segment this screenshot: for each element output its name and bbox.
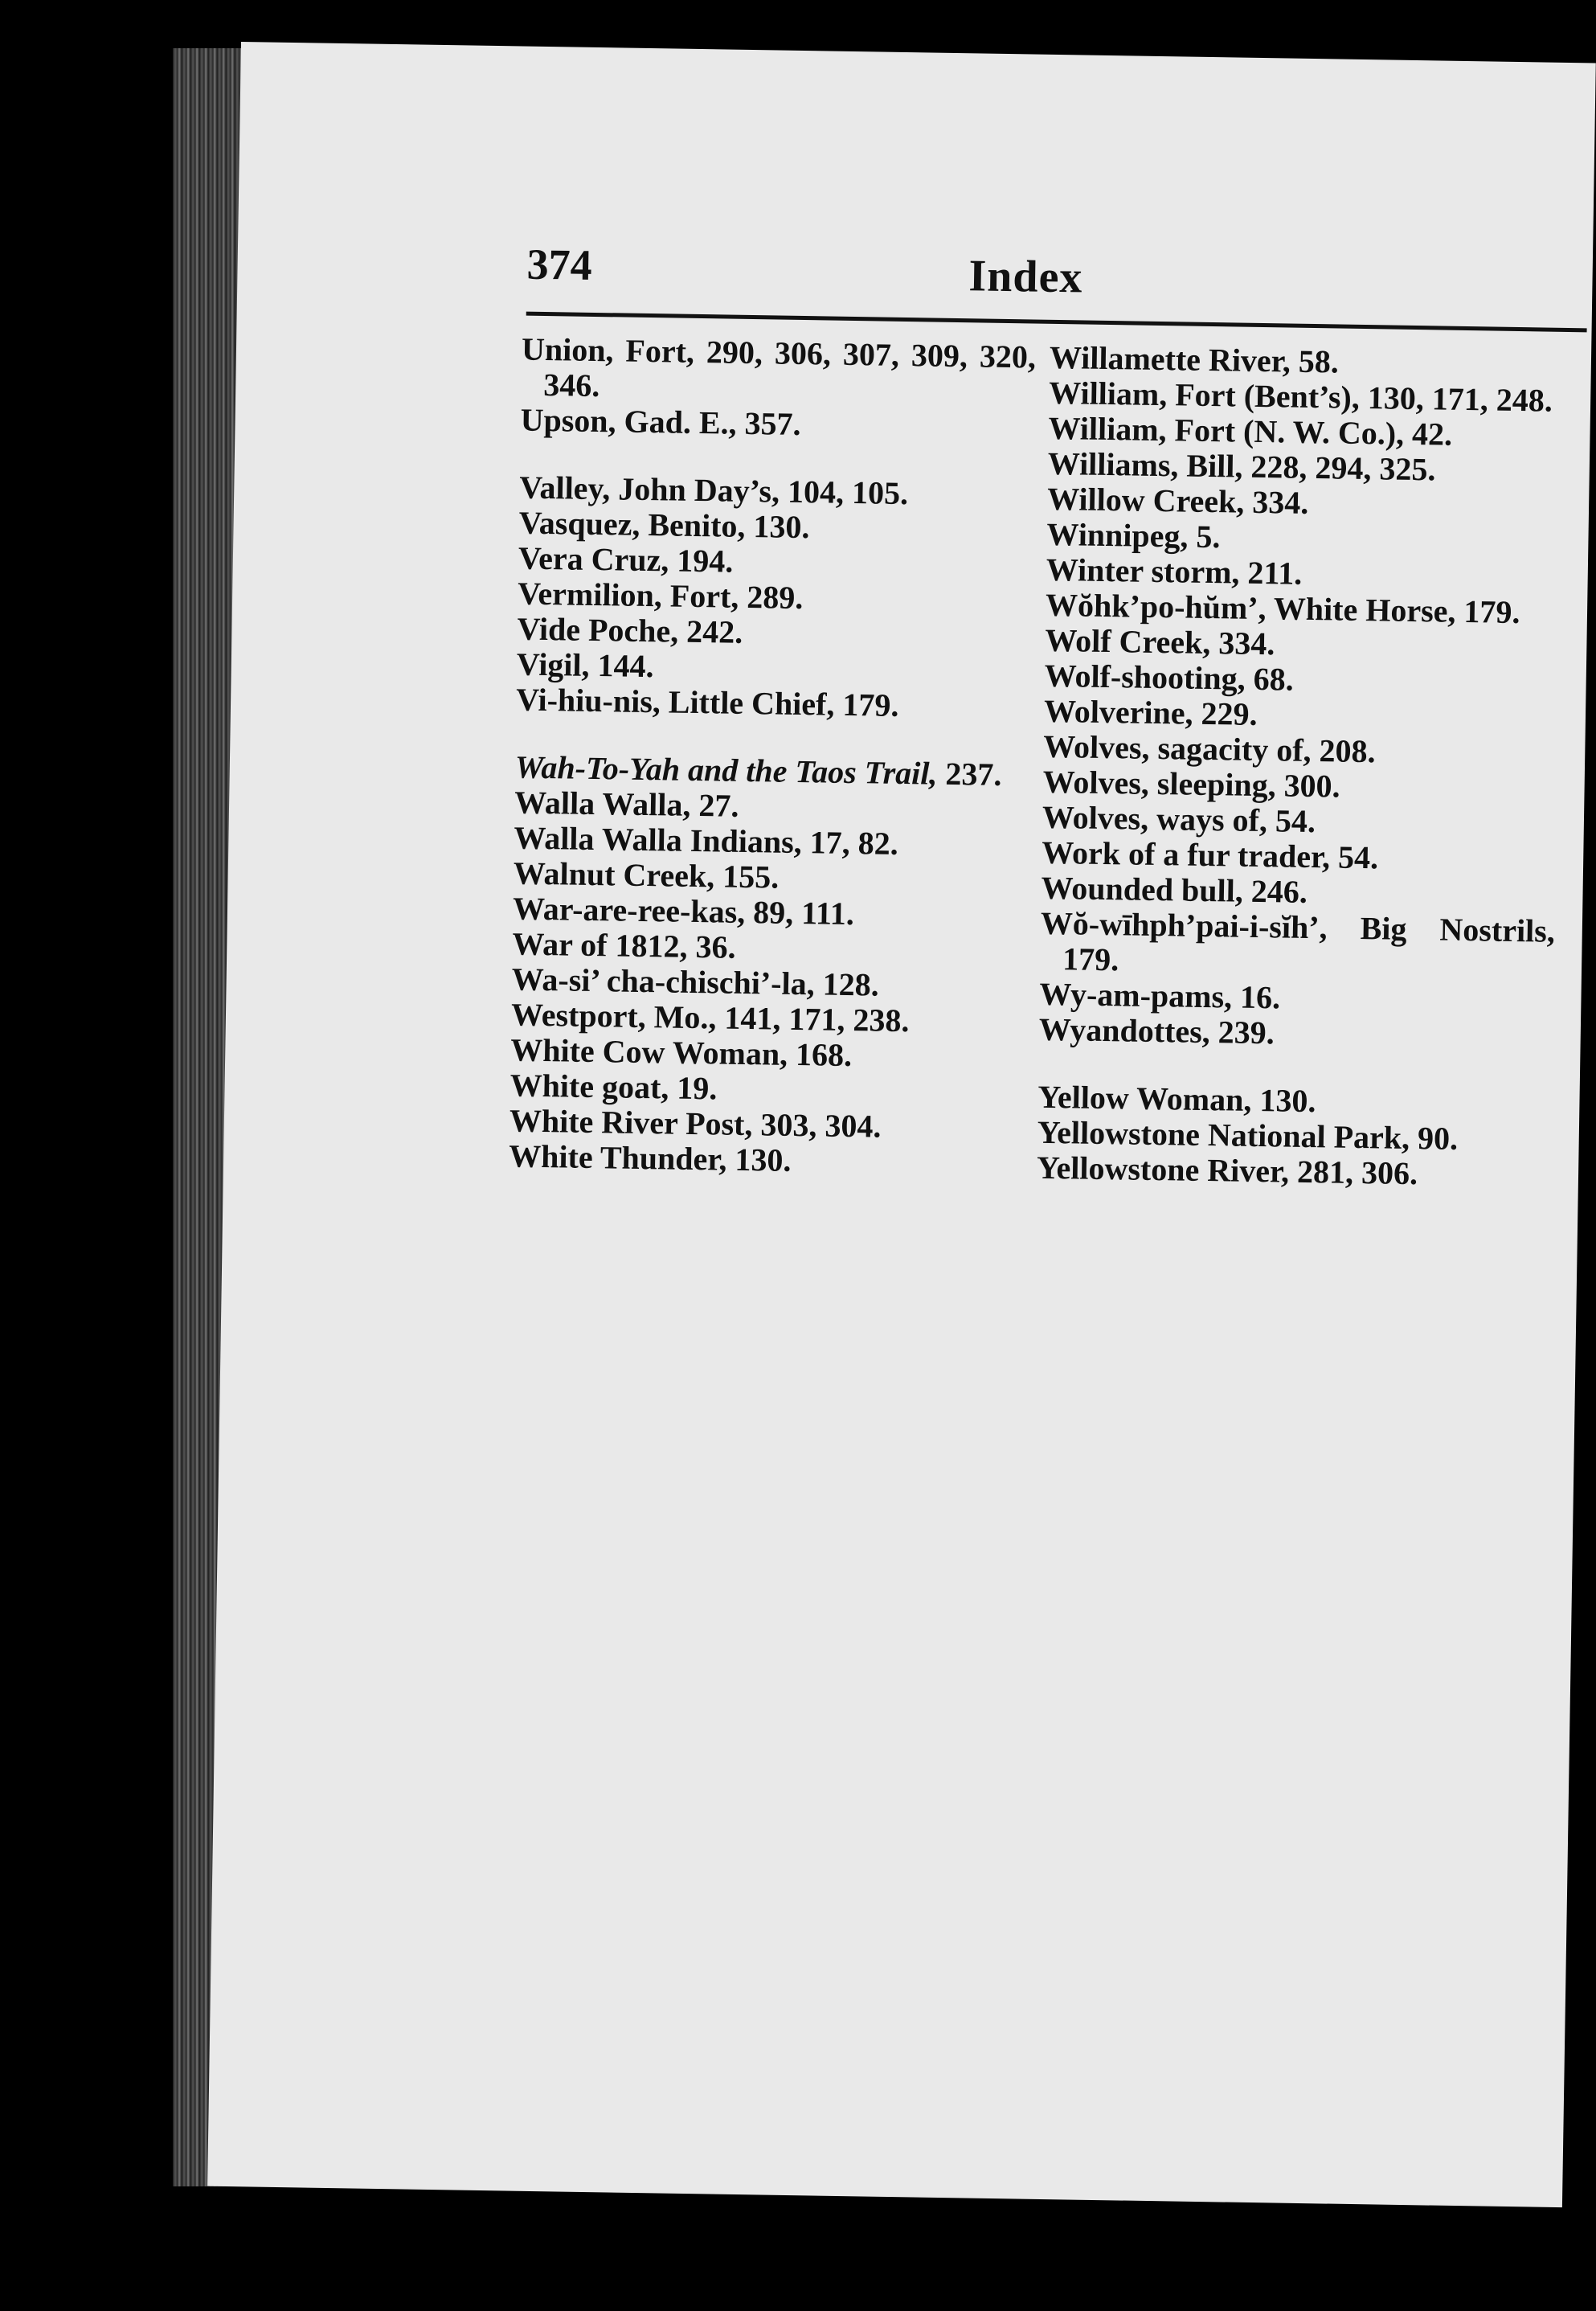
index-entry: Walla Walla Indians, 17, 82. [514, 819, 899, 862]
index-entry: Wŏhk’po-hŭm’, White Horse, 179. [1045, 586, 1520, 631]
index-entry: White River Post, 303, 304. [509, 1102, 882, 1145]
index-entry: Valley, John Day’s, 104, 105. [518, 469, 909, 512]
index-entry: White Thunder, 130. [508, 1137, 792, 1178]
index-entry: Yellowstone River, 281, 306. [1036, 1149, 1418, 1192]
index-entry: Wolves, ways of, 54. [1041, 798, 1316, 840]
index-entry: War-are-ree-kas, 89, 111. [512, 890, 855, 932]
index-entry: Vasquez, Benito, 130. [518, 504, 810, 546]
book-title-page: 237. [945, 755, 1002, 793]
book-title-text: Wah-To-Yah and the Taos Trail, [514, 748, 938, 792]
page-number: 374 [526, 240, 593, 289]
index-entry: Westport, Mo., 141, 171, 238. [510, 996, 910, 1039]
index-entry: Winter storm, 211. [1046, 551, 1303, 592]
index-entry: Wolves, sagacity of, 208. [1043, 727, 1376, 770]
index-entry: Yellow Woman, 130. [1037, 1078, 1316, 1120]
index-entry: Vera Cruz, 194. [518, 539, 734, 580]
index-entry: Vigil, 144. [516, 645, 654, 685]
index-entry: Upson, Gad. E., 357. [520, 401, 801, 442]
index-entry: Williams, Bill, 228, 294, 325. [1047, 445, 1436, 488]
running-head: Index [968, 251, 1083, 303]
index-entry: Vide Poche, 242. [517, 610, 743, 650]
index-entry: Willow Creek, 334. [1046, 480, 1309, 521]
index-entry: Wolf-shooting, 68. [1044, 657, 1295, 698]
index-entry: Work of a fur trader, 54. [1041, 834, 1379, 876]
index-entry: Vi-hiu-nis, Little Chief, 179. [515, 681, 899, 723]
index-entry: Winnipeg, 5. [1046, 515, 1221, 555]
index-entry: Wolf Creek, 334. [1045, 621, 1275, 662]
index-entry: Wŏ-wīhph’pai-i-sĭh’, Big Nostrils, 179. [1040, 904, 1556, 978]
index-entry: Vermilion, Fort, 289. [517, 575, 804, 617]
index-entry: Walla Walla, 27. [514, 784, 739, 824]
index-column-right [1037, 340, 1564, 1194]
index-entry: William, Fort (N. W. Co.), 42. [1048, 409, 1453, 453]
header-rule [526, 312, 1587, 333]
page-sheet [207, 42, 1596, 2207]
index-entry: Wolves, sleeping, 300. [1042, 763, 1341, 805]
index-entry: Wounded bull, 246. [1041, 869, 1308, 910]
index-entry: Wy-am-pams, 16. [1039, 975, 1281, 1016]
index-entry: Walnut Creek, 155. [513, 854, 780, 895]
index-column-left [509, 332, 1036, 1182]
index-entry: White Cow Woman, 168. [509, 1031, 853, 1074]
index-entry: White goat, 19. [509, 1067, 718, 1107]
index-entry: Willamette River, 58. [1049, 338, 1340, 380]
index-entry: Wolverine, 229. [1043, 692, 1258, 732]
index-entry: Wa-si’ cha-chischi’-la, 128. [511, 961, 880, 1003]
index-entry: Yellowstone National Park, 90. [1037, 1113, 1459, 1157]
index-entry: War of 1812, 36. [512, 925, 736, 965]
index-entry: William, Fort (Bent’s), 130, 171, 248. [1048, 374, 1553, 419]
index-entry: Wyandottes, 239. [1038, 1010, 1275, 1051]
index-entry: Union, Fort, 290, 306, 307, 309, 320, 346. [521, 330, 1037, 404]
